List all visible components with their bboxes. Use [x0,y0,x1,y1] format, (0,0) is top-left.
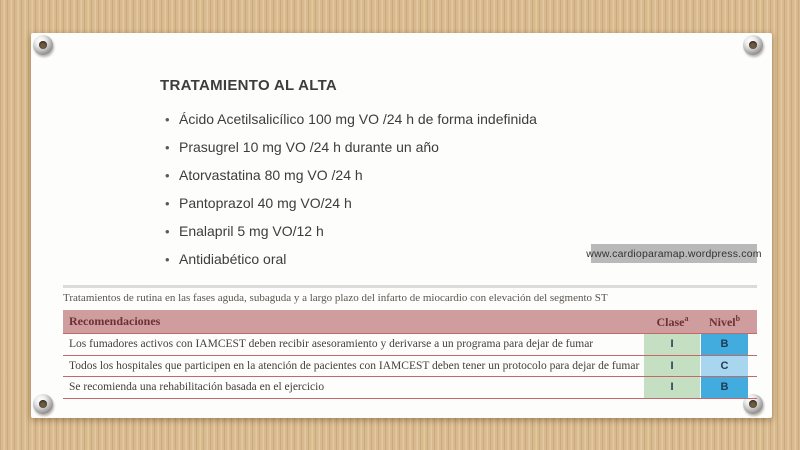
list-item [160,161,640,189]
bullet-text: Atorvastatina 80 mg VO /24 h [179,167,363,183]
row-spacer [748,356,757,377]
grommet-icon [33,35,53,55]
grommet-icon [33,394,53,414]
class-cell: I [644,334,701,355]
header-level [701,314,748,330]
table-caption: Tratamientos de rutina en las fases aguda, subaguda y a largo plazo del infarto de miocardio con elevación del segmento ST [63,292,608,304]
table-top-rule [63,285,757,288]
list-item [160,105,640,133]
list-item [160,217,640,245]
bullet-icon: • [165,139,170,155]
table-row [63,377,757,399]
header-recommendations: Recomendaciones [69,314,161,328]
header-class-sup: a [684,313,689,323]
watermark-badge: www.cardioparamap.wordpress.com [591,244,757,263]
bullet-list [160,105,640,273]
bullet-text: Prasugrel 10 mg VO /24 h durante un año [179,139,439,155]
slide-card [31,33,772,418]
bullet-text: Antidiabético oral [179,251,287,267]
table-body [63,333,757,399]
row-spacer [748,377,757,398]
slide-title: TRATAMIENTO AL ALTA [160,77,338,94]
bullet-icon: • [165,111,170,127]
bullet-text: Pantoprazol 40 mg VO/24 h [179,195,352,211]
class-cell: I [644,356,701,377]
header-class-label: Clase [656,314,685,329]
table-header-row [63,310,757,333]
recommendation-cell: Todos los hospitales que participen en la atención de pacientes con IAMCEST deben tener un protocolo para dejar de fumar [69,359,640,372]
grommet-icon [743,35,763,55]
bullet-icon: • [165,167,170,183]
bullet-icon: • [165,223,170,239]
row-spacer [748,334,757,355]
guidelines-table-figure [63,285,757,399]
treatment-section [160,77,640,273]
bullet-text: Ácido Acetilsalicílico 100 mg VO /24 h de forma indefinida [179,111,537,127]
recommendation-cell: Se recomienda una rehabilitación basada en el ejercicio [69,381,325,393]
header-class [644,314,701,330]
level-cell: C [701,356,748,377]
level-cell: B [701,377,748,398]
table-row [63,356,757,378]
bullet-text: Enalapril 5 mg VO/12 h [179,223,324,239]
class-cell: I [644,377,701,398]
header-level-sup: b [735,313,741,323]
list-item [160,133,640,161]
list-item [160,189,640,217]
recommendation-cell: Los fumadores activos con IAMCEST deben recibir asesoramiento y derivarse a un programa para dejar de fumar [69,338,594,350]
list-item [160,245,640,273]
bullet-icon: • [165,251,170,267]
bullet-icon: • [165,195,170,211]
level-cell: B [701,334,748,355]
table-row [63,334,757,356]
header-level-label: Nivel [708,314,736,329]
